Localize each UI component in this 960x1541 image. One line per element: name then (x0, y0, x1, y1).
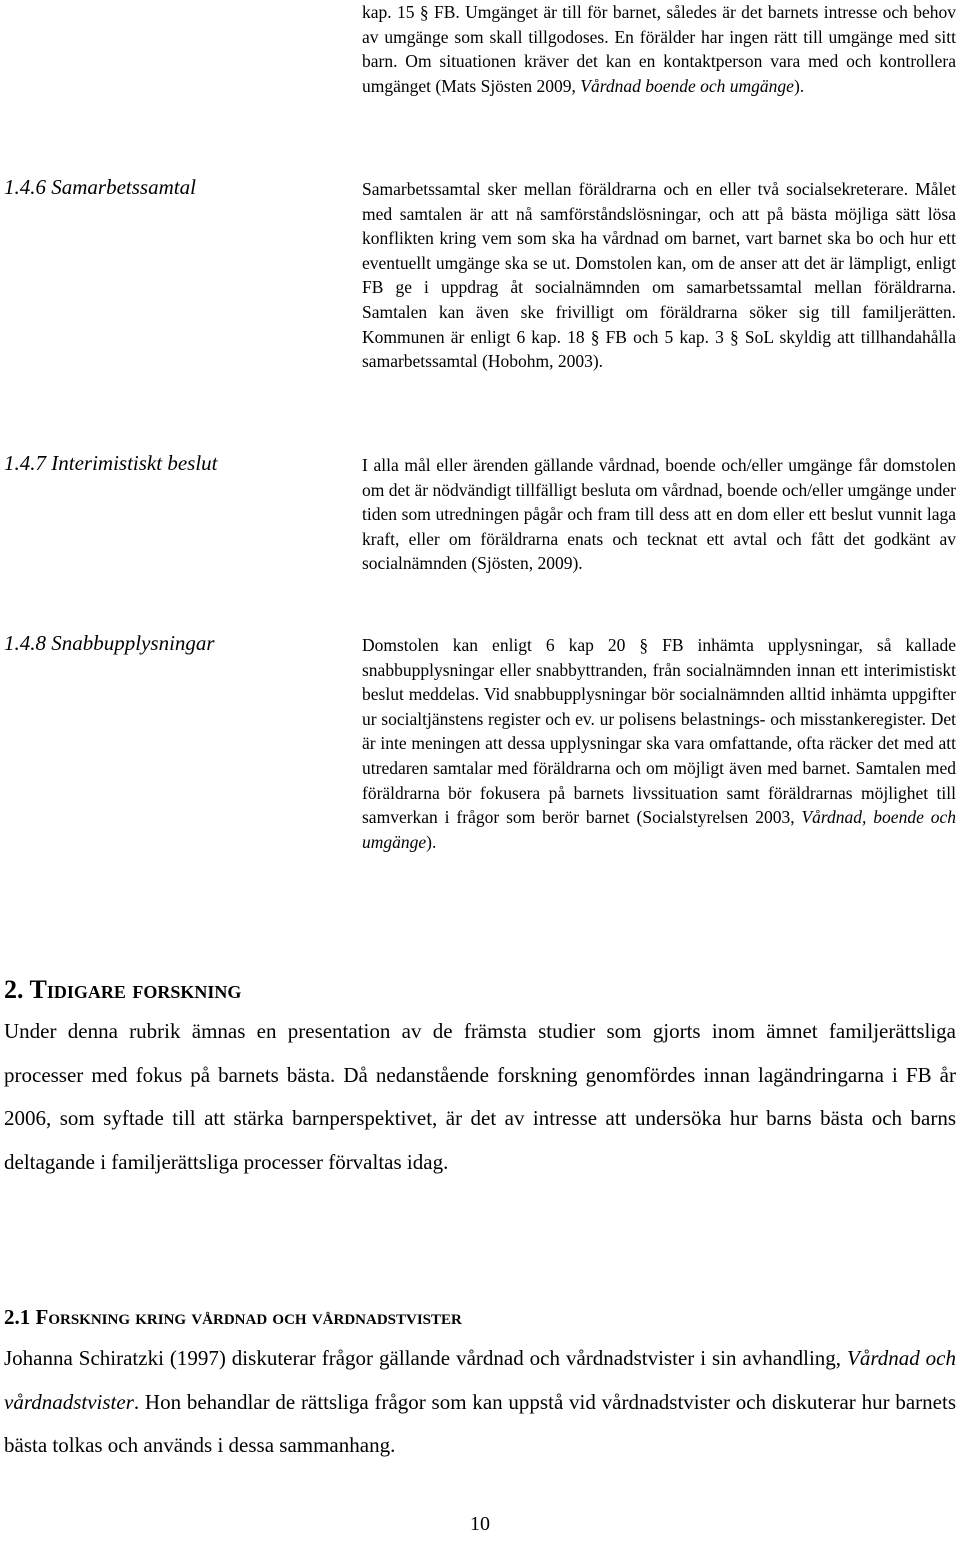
section-body-tail: ). (426, 831, 437, 852)
intro-text: kap. 15 § FB. Umgänget är till för barnet, således är det barnets intresse och behov av umgänge som skall tillgodoses. En förälder har ingen rätt till umgänge med sitt barn. Om situationen kräver det kan en kontaktperson vara med och kontrollera umgänget (Mats Sjösten 2009, (362, 2, 956, 96)
subchapter-heading: 2.1 Forskning kring vårdnad och vårdnadstvister (4, 1305, 462, 1329)
section-body: I alla mål eller ärenden gällande vårdnad, boende och/eller umgänge får domstolen om det är nödvändigt tillfälligt besluta om vårdnad, boende och/eller umgänge under tiden som utredningen pågår och fram till dess att en dom eller ett beslut vunnit laga kraft, eller om föräldrarna enats och tecknat ett avtal och fått det godkänt av socialnämnden (Sjösten, 2009). (362, 455, 956, 574)
page-number: 10 (470, 1513, 490, 1535)
section-heading: 1.4.6 Samarbetssamtal (4, 175, 196, 199)
intro-italic-title: Vårdnad boende och umgänge (580, 75, 794, 96)
subchapter-paragraph (4, 1337, 956, 1468)
section-body-text: Domstolen kan enligt 6 kap 20 § FB inhämta upplysningar, så kallade snabbupplysningar eller snabbyttranden, från socialnämnden innan ett interimistiskt beslut meddelas. Vid snabbupplysningar bör socialnämnden alltid inhämta uppgifter ur socialtjänstens register och ev. ur polisens belastnings- och misstankeregister. Det är inte meningen att dessa upplysningar ska vara omfattande, ofta räcker det med att utredaren samtalar med föräldrarna och om möjligt även med barnet. Samtalen med föräldrarna bör fokusera på barnets livssituation samt föräldrarnas möjlighet till samverkan i frågor som berör barnet (Socialstyrelsen 2003, (362, 635, 956, 828)
subchapter-italic-title: Vårdnad och vårdnadstvister (4, 1346, 956, 1414)
section-heading: 1.4.7 Interimistiskt beslut (4, 451, 218, 475)
section-body-italic: Vårdnad, boende och umgänge (362, 807, 956, 852)
section-heading: 1.4.8 Snabbupplysningar (4, 631, 215, 655)
chapter-paragraph: Under denna rubrik ämnas en presentation av de främsta studier som gjorts inom ämnet familjerättsliga processer med fokus på barnets bästa. Då nedanstående forskning genomfördes innan lagändringarna i FB år 2006, som syftade till att stärka barnperspektivet, är det av intresse att undersöka hur barns bästa och barns deltagande i familjerättsliga processer förvaltas idag. (4, 1019, 956, 1174)
section-body: Samarbetssamtal sker mellan föräldrarna och en eller två socialsekreterare. Målet med samtalen är att nå samförståndslösningar, och att på bästa möjliga sätt lösa konflikten kring vem som ska ha vårdnad om barnet, vart barnet ska bo och hur ett eventuellt umgänge ska se ut. Domstolen kan, om de anser att det är lämpligt, enligt FB ge i uppdrag åt socialnämnden om samarbetssamtal mellan föräldrarna. Samtalen kan även ske frivilligt om föräldrarna söker sig till familjerätten. Kommunen är enligt 6 kap. 18 § FB och 5 kap. 3 § SoL skyldig att tillhandahålla samarbetssamtal (Hobohm, 2003). (362, 179, 956, 372)
chapter-heading: 2. Tidigare forskning (4, 975, 242, 1004)
subchapter-text: Johanna Schiratzki (1997) diskuterar frågor gällande vårdnad och vårdnadstvister i sin avhandling, (4, 1346, 847, 1370)
intro-tail: ). (793, 75, 805, 96)
section-body (362, 633, 956, 854)
subchapter-text-end: . Hon behandlar de rättsliga frågor som kan uppstå vid vårdnadstvister och diskuterar hur barnets bästa tolkas och används i dessa sammanhang. (4, 1389, 956, 1458)
intro-paragraph (362, 0, 956, 98)
